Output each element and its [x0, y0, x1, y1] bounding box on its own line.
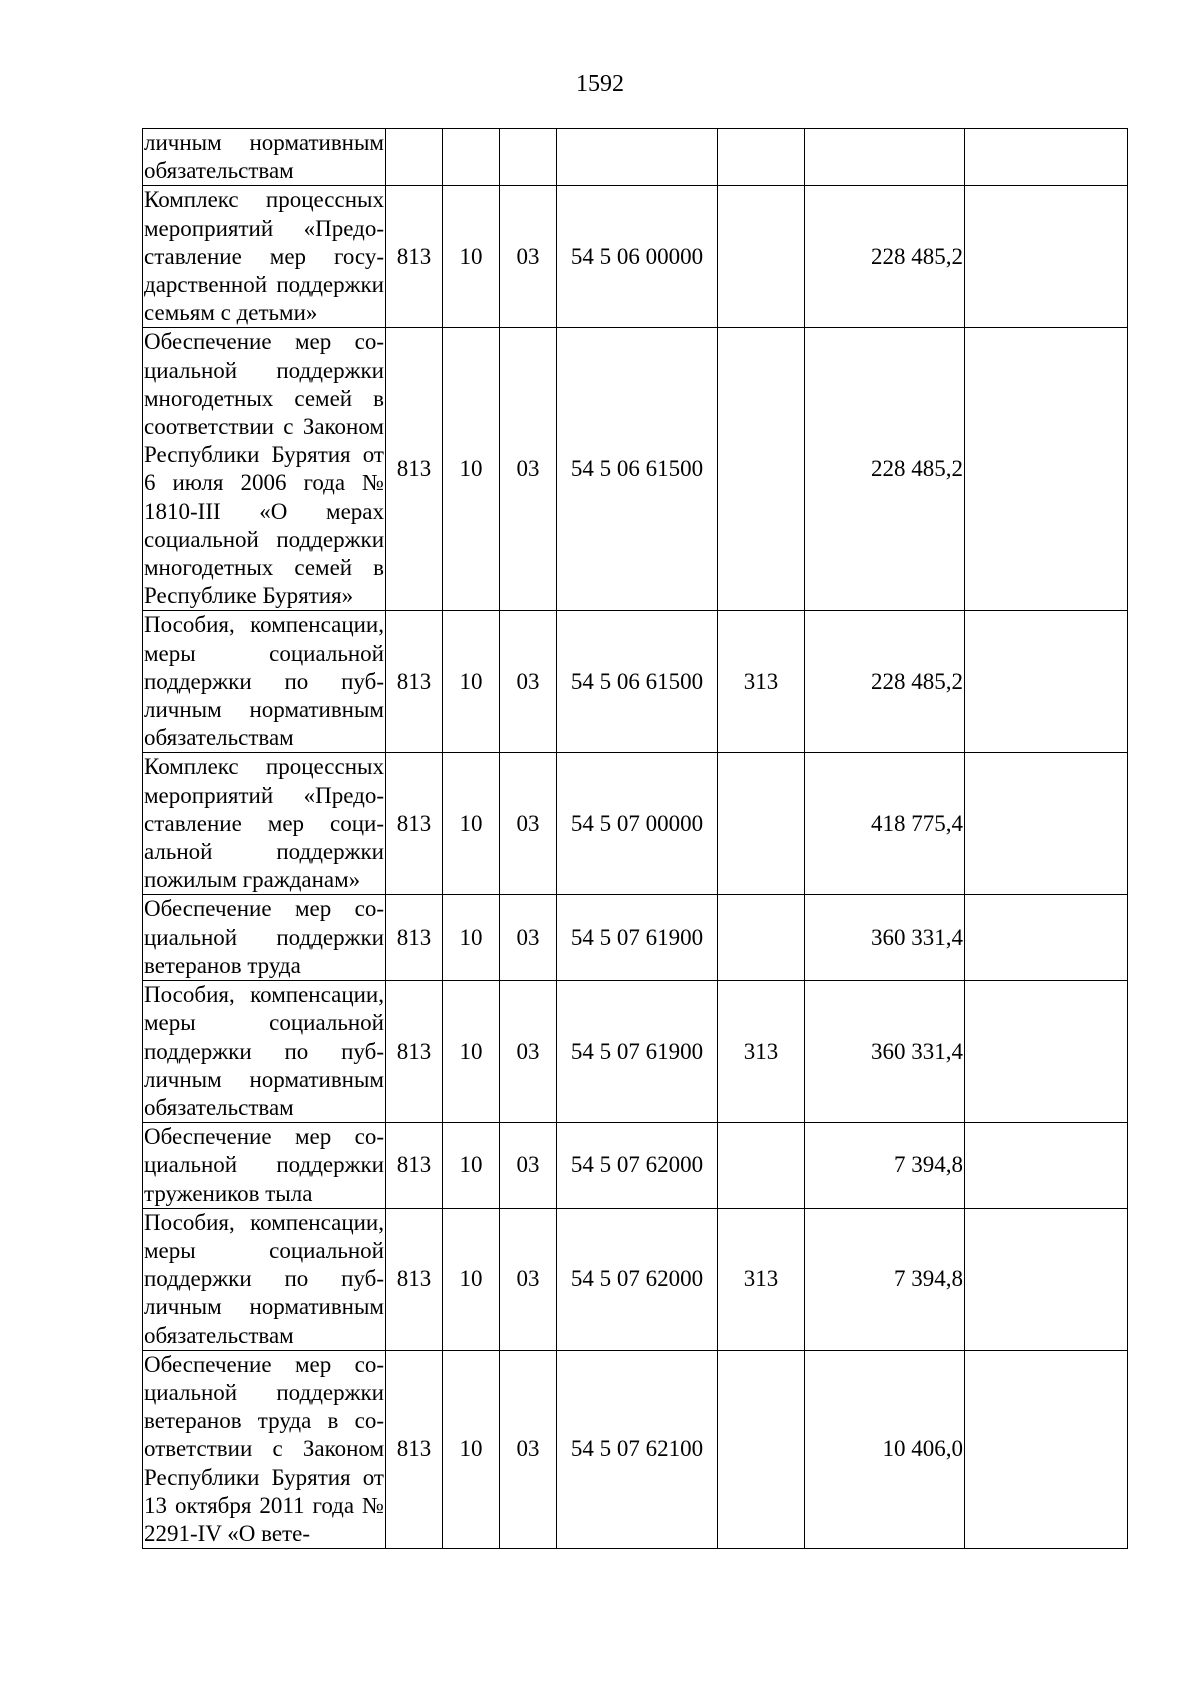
target-article-cell: 54 5 07 62000: [557, 1123, 718, 1209]
extra-amount-cell: [965, 895, 1128, 981]
section-code-cell: 10: [443, 753, 500, 895]
row-name-cell: Комплекс процессных мероприятий «Предоставление мер государственной поддержки семьям с детьми»: [143, 186, 386, 328]
target-article-cell: 54 5 07 62100: [557, 1350, 718, 1548]
target-article-cell: [557, 129, 718, 186]
subsection-code-cell: 03: [500, 895, 557, 981]
subsection-code-cell: [500, 129, 557, 186]
section-code-cell: 10: [443, 1350, 500, 1548]
row-name-cell: Обеспечение мер социальной поддержки многодетных семей в соответствии с Законом Республики Бурятия от 6 июля 2006 года № 1810-III «О мерах социальной поддержки многодетных семей в Республике Бурятия»: [143, 328, 386, 611]
amount-cell: 10 406,0: [805, 1350, 965, 1548]
target-article-cell: 54 5 06 61500: [557, 328, 718, 611]
section-code-cell: 10: [443, 611, 500, 753]
extra-amount-cell: [965, 1208, 1128, 1350]
extra-amount-cell: [965, 611, 1128, 753]
grbs-code-cell: [386, 129, 443, 186]
grbs-code-cell: 813: [386, 753, 443, 895]
table-row: [143, 1123, 1128, 1209]
section-code-cell: 10: [443, 1208, 500, 1350]
row-name-cell: Пособия, компенсации, меры социальной поддержки по публичным нормативным обязательствам: [143, 981, 386, 1123]
table-row: [143, 328, 1128, 611]
row-name-cell: Обеспечение мер социальной поддержки тружеников тыла: [143, 1123, 386, 1209]
table-row: [143, 981, 1128, 1123]
budget-table: [142, 128, 1128, 1549]
target-article-cell: 54 5 06 61500: [557, 611, 718, 753]
row-name-cell: личным нормативным обязательствам: [143, 129, 386, 186]
amount-cell: [805, 129, 965, 186]
table-row: [143, 1350, 1128, 1548]
amount-cell: 7 394,8: [805, 1208, 965, 1350]
expense-type-cell: [718, 186, 805, 328]
grbs-code-cell: 813: [386, 981, 443, 1123]
expense-type-cell: [718, 328, 805, 611]
expense-type-cell: [718, 1123, 805, 1209]
amount-cell: 360 331,4: [805, 981, 965, 1123]
subsection-code-cell: 03: [500, 186, 557, 328]
section-code-cell: 10: [443, 981, 500, 1123]
amount-cell: 418 775,4: [805, 753, 965, 895]
subsection-code-cell: 03: [500, 1208, 557, 1350]
extra-amount-cell: [965, 1123, 1128, 1209]
expense-type-cell: 313: [718, 981, 805, 1123]
table-row: [143, 186, 1128, 328]
subsection-code-cell: 03: [500, 981, 557, 1123]
grbs-code-cell: 813: [386, 1208, 443, 1350]
amount-cell: 7 394,8: [805, 1123, 965, 1209]
section-code-cell: 10: [443, 1123, 500, 1209]
table-row: [143, 129, 1128, 186]
amount-cell: 360 331,4: [805, 895, 965, 981]
subsection-code-cell: 03: [500, 753, 557, 895]
grbs-code-cell: 813: [386, 1350, 443, 1548]
table-row: [143, 1208, 1128, 1350]
extra-amount-cell: [965, 129, 1128, 186]
expense-type-cell: 313: [718, 1208, 805, 1350]
extra-amount-cell: [965, 753, 1128, 895]
target-article-cell: 54 5 07 61900: [557, 981, 718, 1123]
expense-type-cell: [718, 129, 805, 186]
expense-type-cell: [718, 753, 805, 895]
row-name-cell: Пособия, компенсации, меры социальной поддержки по публичным нормативным обязательствам: [143, 611, 386, 753]
row-name-cell: Обеспечение мер социальной поддержки ветеранов труда в соответствии с Законом Республики Бурятия от 13 октября 2011 года № 2291-IV «О вете-: [143, 1350, 386, 1548]
target-article-cell: 54 5 07 62000: [557, 1208, 718, 1350]
extra-amount-cell: [965, 186, 1128, 328]
grbs-code-cell: 813: [386, 1123, 443, 1209]
target-article-cell: 54 5 07 61900: [557, 895, 718, 981]
subsection-code-cell: 03: [500, 611, 557, 753]
amount-cell: 228 485,2: [805, 328, 965, 611]
section-code-cell: 10: [443, 895, 500, 981]
row-name-cell: Пособия, компенсации, меры социальной поддержки по публичным нормативным обязательствам: [143, 1208, 386, 1350]
expense-type-cell: [718, 895, 805, 981]
subsection-code-cell: 03: [500, 1350, 557, 1548]
expense-type-cell: [718, 1350, 805, 1548]
grbs-code-cell: 813: [386, 328, 443, 611]
expense-type-cell: 313: [718, 611, 805, 753]
grbs-code-cell: 813: [386, 895, 443, 981]
page-number: 1592: [576, 71, 624, 97]
row-name-cell: Комплекс процессных мероприятий «Предоставление мер социальной поддержки пожилым гражданам»: [143, 753, 386, 895]
amount-cell: 228 485,2: [805, 186, 965, 328]
target-article-cell: 54 5 06 00000: [557, 186, 718, 328]
section-code-cell: 10: [443, 328, 500, 611]
extra-amount-cell: [965, 981, 1128, 1123]
extra-amount-cell: [965, 328, 1128, 611]
grbs-code-cell: 813: [386, 186, 443, 328]
table-row: [143, 753, 1128, 895]
section-code-cell: 10: [443, 186, 500, 328]
table-row: [143, 611, 1128, 753]
extra-amount-cell: [965, 1350, 1128, 1548]
amount-cell: 228 485,2: [805, 611, 965, 753]
section-code-cell: [443, 129, 500, 186]
table-row: [143, 895, 1128, 981]
subsection-code-cell: 03: [500, 328, 557, 611]
target-article-cell: 54 5 07 00000: [557, 753, 718, 895]
grbs-code-cell: 813: [386, 611, 443, 753]
row-name-cell: Обеспечение мер социальной поддержки ветеранов труда: [143, 895, 386, 981]
subsection-code-cell: 03: [500, 1123, 557, 1209]
